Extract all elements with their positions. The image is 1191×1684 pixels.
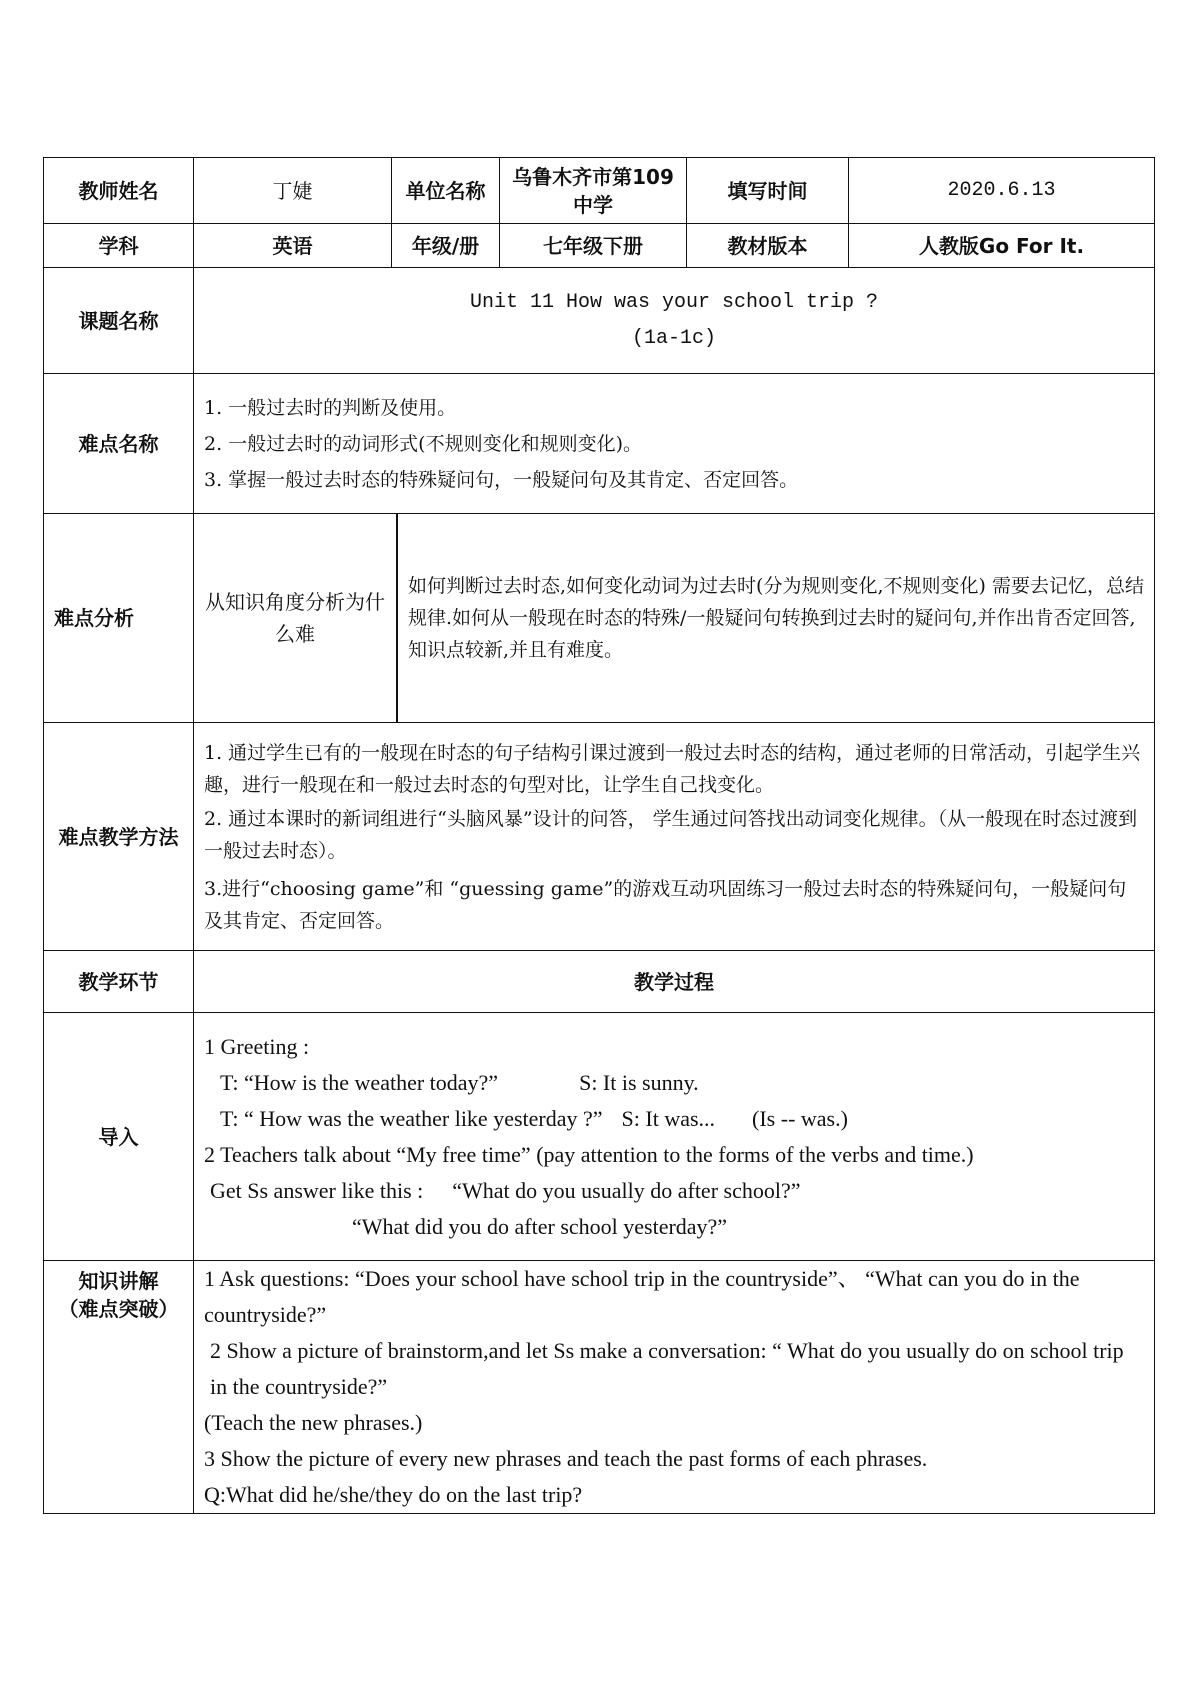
difficulty-item-2: 2. 一般过去时的动词形式(不规则变化和规则变化)。 xyxy=(204,432,642,455)
intro-row xyxy=(44,1013,1155,1261)
analysis-cell xyxy=(194,514,1155,723)
intro-line-1: 1 Greeting : xyxy=(204,1033,310,1059)
subject-value: 英语 xyxy=(194,224,392,268)
student-answer-1: S: It is sunny. xyxy=(579,1069,699,1095)
header-row xyxy=(44,158,1155,224)
lesson-plan-page xyxy=(43,157,1154,1514)
method-row xyxy=(44,723,1155,951)
subject-row xyxy=(44,224,1155,268)
grade-label: 年级/册 xyxy=(392,224,500,268)
teacher-name-label: 教师姓名 xyxy=(44,158,194,224)
process-label: 教学过程 xyxy=(194,951,1155,1013)
topic-row xyxy=(44,268,1155,374)
intro-line-5 xyxy=(204,1173,1144,1209)
teacher-name-value: 丁婕 xyxy=(194,158,392,224)
difficulty-list xyxy=(194,374,1155,514)
method-label: 难点教学方法 xyxy=(44,723,194,951)
edition-value: 人教版Go For It. xyxy=(849,224,1155,268)
intro-content xyxy=(194,1013,1155,1261)
topic-label: 课题名称 xyxy=(44,268,194,374)
difficulty-item-3: 3. 掌握一般过去时态的特殊疑问句，一般疑问句及其肯定、否定回答。 xyxy=(204,468,799,491)
example-question-2: “What did you do after school yesterday?” xyxy=(352,1213,728,1239)
edition-label: 教材版本 xyxy=(687,224,849,268)
teacher-question-2: T: “ How was the weather like yesterday ?” xyxy=(220,1105,603,1131)
teacher-question-1: T: “How is the weather today?” xyxy=(220,1069,499,1095)
is-was-note: (Is -- was.) xyxy=(752,1105,848,1131)
unit-label: 单位名称 xyxy=(392,158,500,224)
example-question-1: “What do you usually do after school?” xyxy=(452,1177,801,1203)
method-item-2: 2. 通过本课时的新词组进行“头脑风暴”设计的问答， 学生通过问答找出动词变化规律。（从一般现在时态过渡到一般过去时态）。 xyxy=(204,807,1138,862)
intro-label: 导入 xyxy=(44,1013,194,1261)
student-answer-2: S: It was... xyxy=(621,1105,716,1131)
knowledge-label: 知识讲解 xyxy=(78,1269,159,1293)
difficulty-item-1: 1. 一般过去时的判断及使用。 xyxy=(204,396,457,419)
date-label: 填写时间 xyxy=(687,158,849,224)
knowledge-row xyxy=(44,1261,1155,1514)
subject-label: 学科 xyxy=(44,224,194,268)
knowledge-line-5: Q:What did he/she/they do on the last trip? xyxy=(204,1482,583,1507)
process-header-row xyxy=(44,951,1155,1013)
knowledge-line-2: 2 Show a picture of brainstorm,and let Ss make a conversation: “ What do you usually do on school trip in the countryside?” xyxy=(210,1338,1124,1399)
method-item-1: 1. 通过学生已有的一般现在时态的句子结构引课过渡到一般过去时态的结构，通过老师的日常活动，引起学生兴趣，进行一般现在和一般过去时态的句型对比，让学生自己找变化。 xyxy=(204,741,1141,796)
analysis-text: 如何判断过去时态,如何变化动词为过去时(分为规则变化,不规则变化) 需要去记忆，总结规律.如何从一般现在时态的特殊/一般疑问句转换到过去时的疑问句,并作出肯否定回答,知识点较新,并且有难度。 xyxy=(408,575,1144,661)
lesson-plan-table xyxy=(43,157,1155,1514)
knowledge-line-4: 3 Show the picture of every new phrases and teach the past forms of each phrases. xyxy=(204,1446,928,1471)
knowledge-sub-label: （难点突破） xyxy=(58,1297,179,1321)
topic-title: Unit 11 How was your school trip ? xyxy=(469,290,879,314)
knowledge-line-3: (Teach the new phrases.) xyxy=(204,1410,423,1435)
analysis-label: 难点分析 xyxy=(44,514,194,723)
answer-prompt: Get Ss answer like this : xyxy=(210,1177,424,1203)
stage-label: 教学环节 xyxy=(44,951,194,1013)
method-item-3: 3.进行“choosing game”和 “guessing game”的游戏互动巩固练习一般过去时态的特殊疑问句，一般疑问句及其肯定、否定回答。 xyxy=(204,877,1127,932)
knowledge-label-cell xyxy=(44,1261,194,1514)
knowledge-content xyxy=(194,1261,1155,1514)
grade-value: 七年级下册 xyxy=(500,224,687,268)
topic-value xyxy=(194,268,1155,374)
analysis-row xyxy=(44,514,1155,723)
intro-line-4: 2 Teachers talk about “My free time” (pay attention to the forms of the verbs and time.) xyxy=(204,1141,974,1167)
method-list xyxy=(194,723,1155,951)
knowledge-line-1: 1 Ask questions: “Does your school have school trip in the countryside”、 “What can you do in the countryside?” xyxy=(204,1266,1080,1327)
difficulty-row xyxy=(44,374,1155,514)
date-value: 2020.6.13 xyxy=(849,158,1155,224)
unit-value: 乌鲁木齐市第109中学 xyxy=(500,158,687,224)
topic-subtitle: (1a-1c) xyxy=(631,326,716,350)
analysis-sub-label: 从知识角度分析为什么难 xyxy=(194,514,398,722)
difficulty-label: 难点名称 xyxy=(44,374,194,514)
intro-line-3 xyxy=(204,1101,1144,1137)
intro-line-2 xyxy=(204,1065,1144,1101)
